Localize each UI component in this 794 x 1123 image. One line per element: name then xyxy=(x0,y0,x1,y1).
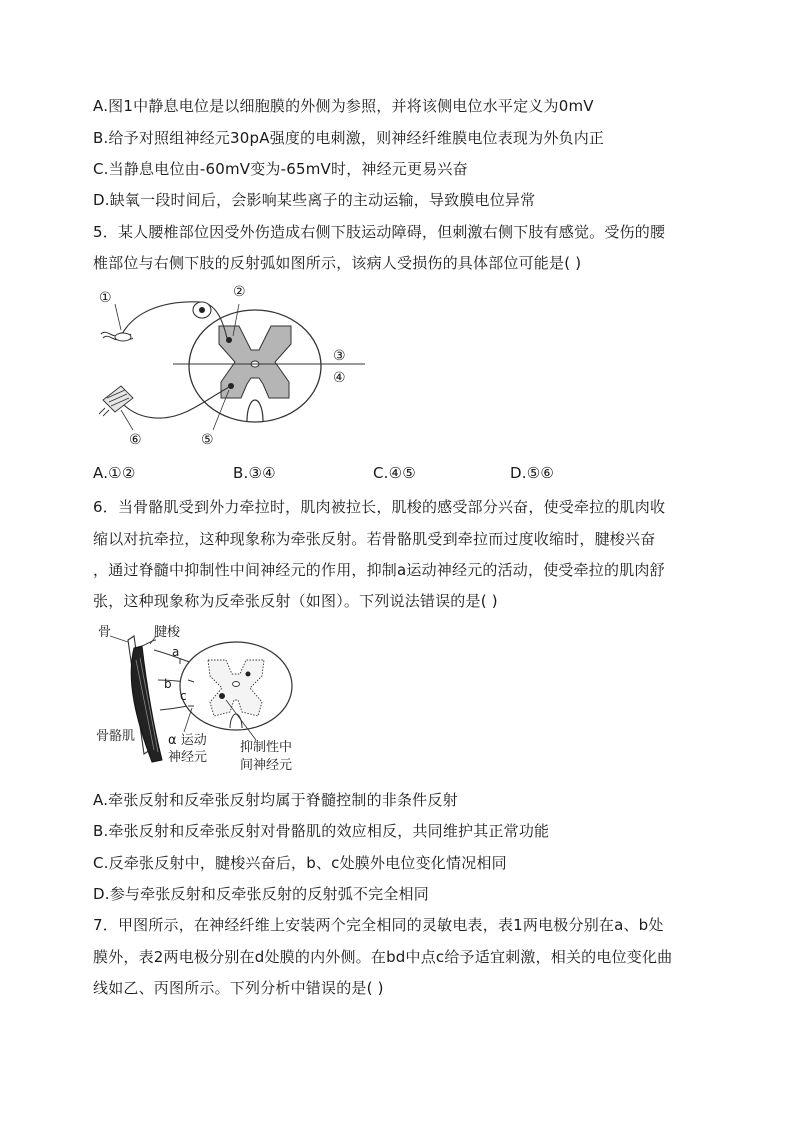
q5-option-b: B.③④ xyxy=(233,464,276,482)
q6-label-motor-neuron-2: 神经元 xyxy=(168,750,208,765)
q5-stem-line-2: 椎部位与右侧下肢的反射弧如图所示，该病人受损伤的具体部位可能是( ) xyxy=(93,254,582,272)
q7-stem-line-1: 7．甲图所示，在神经纤维上安装两个完全相同的灵敏电表，表1两电极分别在a、b处 xyxy=(93,916,664,934)
q6-label-b: b xyxy=(164,677,172,691)
q5-reflex-arc-figure xyxy=(93,282,383,452)
q6-stem-line-4: 张，这种现象称为反牵张反射（如图）。下列说法错误的是( ) xyxy=(93,592,498,610)
q6-option-a: A.牵张反射和反牵张反射均属于脊髓控制的非条件反射 xyxy=(93,791,458,809)
q5-label-5: ⑤ xyxy=(201,432,214,448)
q6-stem-line-2: 缩以对抗牵拉，这种现象称为牵张反射。若骨骼肌受到牵拉而过度收缩时，腱梭兴奋 xyxy=(93,530,656,548)
q6-label-inhibitory-2: 间神经元 xyxy=(240,758,293,773)
q4-option-c: C.当静息电位由-60mV变为-65mV时，神经元更易兴奋 xyxy=(93,160,468,178)
q7-stem-line-3: 线如乙、丙图所示。下列分析中错误的是( ) xyxy=(93,979,384,997)
q4-option-b: B.给予对照组神经元30pA强度的电刺激，则神经纤维膜电位表现为外负内正 xyxy=(93,129,605,147)
q5-label-6: ⑥ xyxy=(129,432,142,448)
q6-label-a: a xyxy=(172,645,180,659)
q6-label-c: c xyxy=(180,689,187,703)
q5-label-3: ③ xyxy=(333,348,346,364)
q5-label-2: ② xyxy=(233,284,246,300)
q5-label-1: ① xyxy=(99,290,112,306)
q7-stem-line-2: 膜外，表2两电极分别在d处膜的内外侧。在bd中点c给予适宜刺激，相关的电位变化曲 xyxy=(93,948,673,966)
q6-label-bone: 骨 xyxy=(98,625,112,640)
q6-label-tendon-spindle: 腱梭 xyxy=(154,625,181,640)
q5-label-4: ④ xyxy=(333,370,346,386)
q6-label-inhibitory-1: 抑制性中 xyxy=(240,740,293,755)
q6-label-muscle: 骨骼肌 xyxy=(96,729,136,744)
q6-option-b: B.牵张反射和反牵张反射对骨骼肌的效应相反，共同维护其正常功能 xyxy=(93,822,550,840)
q6-stretch-reflex-figure xyxy=(96,620,311,780)
q4-option-d: D.缺氧一段时间后，会影响某些离子的主动运输，导致膜电位异常 xyxy=(93,191,536,209)
q5-options xyxy=(93,463,693,483)
q6-label-motor-neuron-1: α 运动 xyxy=(168,733,207,748)
q6-option-c: C.反牵张反射中，腱梭兴奋后，b、c处膜外电位变化情况相同 xyxy=(93,854,507,872)
q5-stem-line-1: 5．某人腰椎部位因受外伤造成右侧下肢运动障碍，但刺激右侧下肢有感觉。受伤的腰 xyxy=(93,223,666,241)
q4-option-a: A.图1中静息电位是以细胞膜的外侧为参照，并将该侧电位水平定义为0mV xyxy=(93,97,594,115)
q5-option-a: A.①② xyxy=(93,464,136,482)
q6-stem-line-1: 6．当骨骼肌受到外力牵拉时，肌肉被拉长，肌梭的感受部分兴奋，使受牵拉的肌肉收 xyxy=(93,498,666,516)
q6-stem-line-3: ，通过脊髓中抑制性中间神经元的作用，抑制a运动神经元的活动，使受牵拉的肌肉舒 xyxy=(93,561,665,579)
q6-option-d: D.参与牵张反射和反牵张反射的反射弧不完全相同 xyxy=(93,885,429,903)
q5-option-c: C.④⑤ xyxy=(373,464,416,482)
q5-option-d: D.⑤⑥ xyxy=(510,464,555,482)
